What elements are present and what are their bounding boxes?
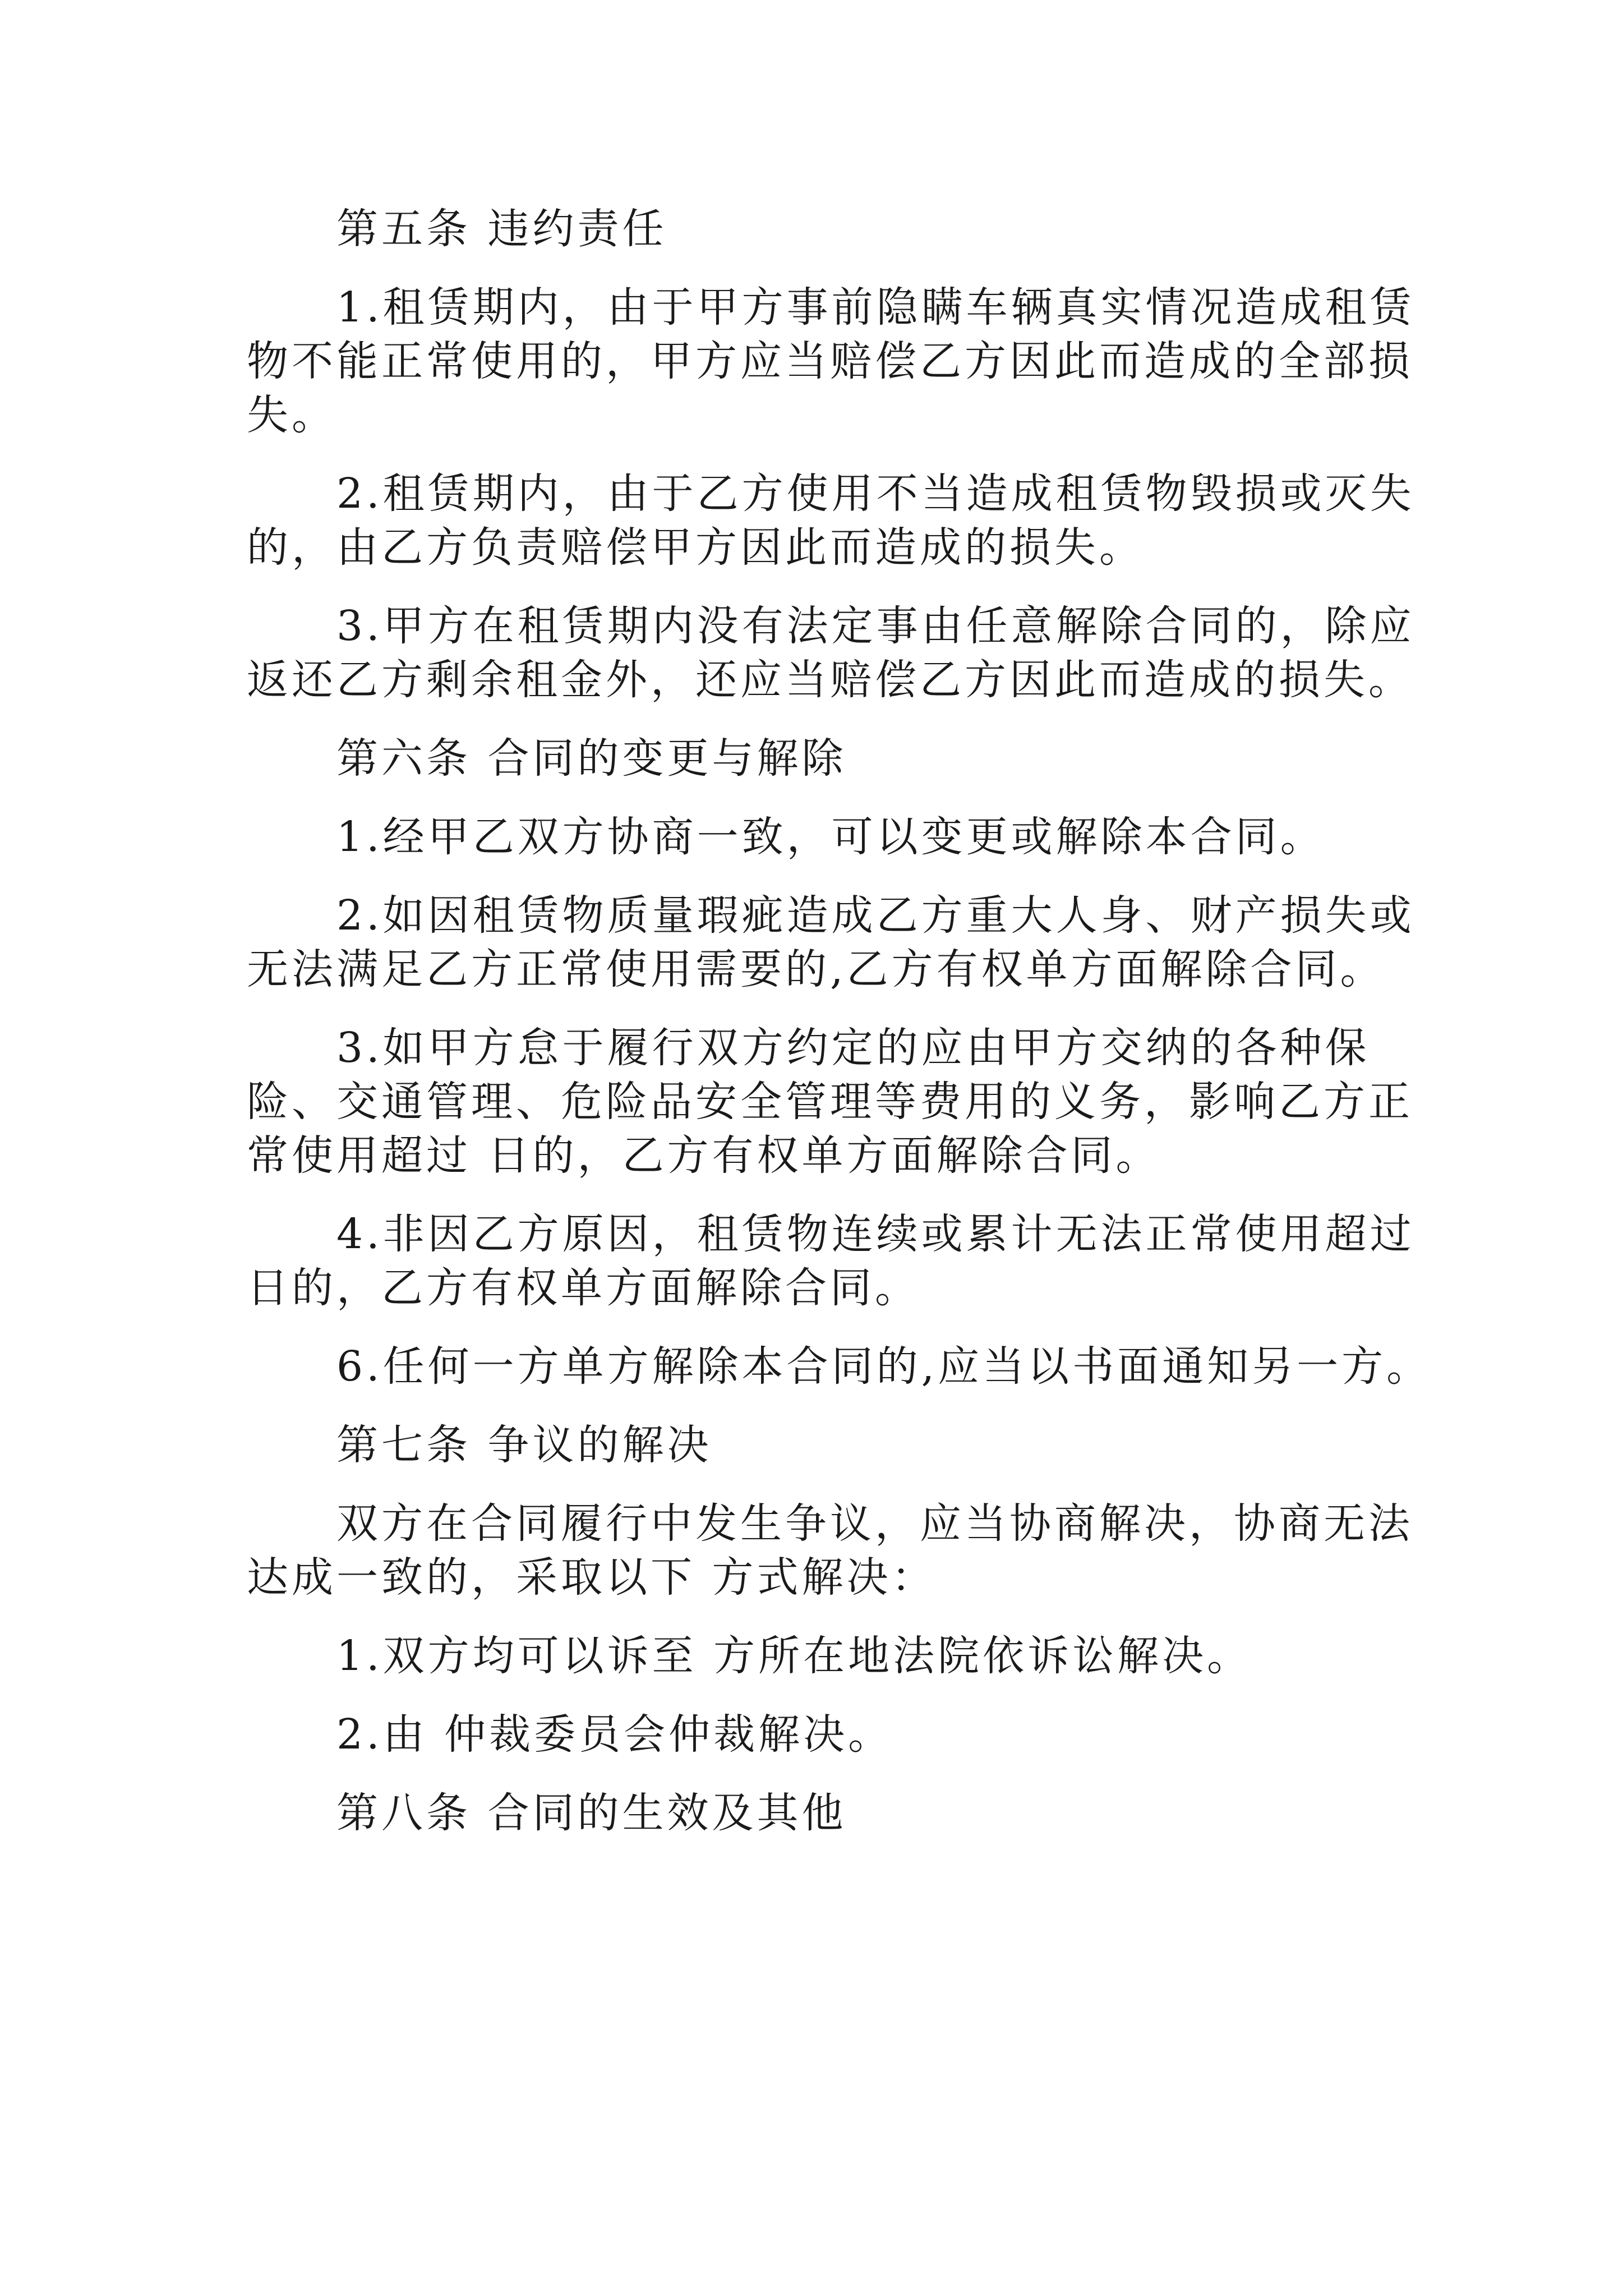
article-5-clause-3-line-1: 3.甲方在租赁期内没有法定事由任意解除合同的，除应 <box>336 602 1415 650</box>
article-5-heading: 第五条 违约责任 <box>336 205 667 253</box>
article-6-heading: 第六条 合同的变更与解除 <box>336 734 847 783</box>
article-7-heading: 第七条 争议的解决 <box>336 1421 712 1469</box>
article-7-option-2: 2.由 仲裁委员会仲裁解决。 <box>336 1710 893 1759</box>
article-5-clause-1-line-2: 物不能正常使用的，甲方应当赔偿乙方因此而造成的全部损 <box>247 337 1413 385</box>
article-8-heading: 第八条 合同的生效及其他 <box>336 1789 847 1837</box>
article-7-body-line-1: 双方在合同履行中发生争议，应当协商解决，协商无法 <box>336 1499 1413 1548</box>
contract-text <box>247 202 1432 1840</box>
article-5-clause-1-line-3: 失。 <box>247 391 336 439</box>
article-6-clause-1: 1.经甲乙双方协商一致，可以变更或解除本合同。 <box>336 813 1325 861</box>
article-6-clause-4-line-2: 日的，乙方有权单方面解除合同。 <box>247 1264 920 1312</box>
article-6-clause-4-line-1: 4.非因乙方原因，租赁物连续或累计无法正常使用超过 <box>336 1210 1415 1258</box>
article-7-option-1: 1.双方均可以诉至 方所在地法院依诉讼解决。 <box>336 1632 1252 1680</box>
article-5-clause-1-line-1: 1.租赁期内，由于甲方事前隐瞒车辆真实情况造成租赁 <box>336 283 1415 332</box>
article-6-clause-3-line-2: 险、交通管理、危险品安全管理等费用的义务，影响乙方正 <box>247 1078 1413 1126</box>
article-7-body-line-2: 达成一致的，采取以下 方式解决： <box>247 1553 937 1602</box>
article-6-clause-6: 6.任何一方单方解除本合同的,应当以书面通知另一方。 <box>336 1342 1432 1391</box>
article-5-clause-3-line-2: 返还乙方剩余租金外，还应当赔偿乙方因此而造成的损失。 <box>247 656 1413 704</box>
article-5-clause-2-line-2: 的，由乙方负责赔偿甲方因此而造成的损失。 <box>247 523 1144 572</box>
article-6-clause-2-line-1: 2.如因租赁物质量瑕疵造成乙方重大人身、财产损失或 <box>336 891 1415 940</box>
article-6-clause-3-line-3: 常使用超过 日的，乙方有权单方面解除合同。 <box>247 1131 1161 1180</box>
article-6-clause-2-line-2: 无法满足乙方正常使用需要的,乙方有权单方面解除合同。 <box>247 945 1385 993</box>
article-6-clause-3-line-1: 3.如甲方怠于履行双方约定的应由甲方交纳的各种保 <box>336 1024 1370 1072</box>
article-5-clause-2-line-1: 2.租赁期内，由于乙方使用不当造成租赁物毁损或灭失 <box>336 470 1415 518</box>
